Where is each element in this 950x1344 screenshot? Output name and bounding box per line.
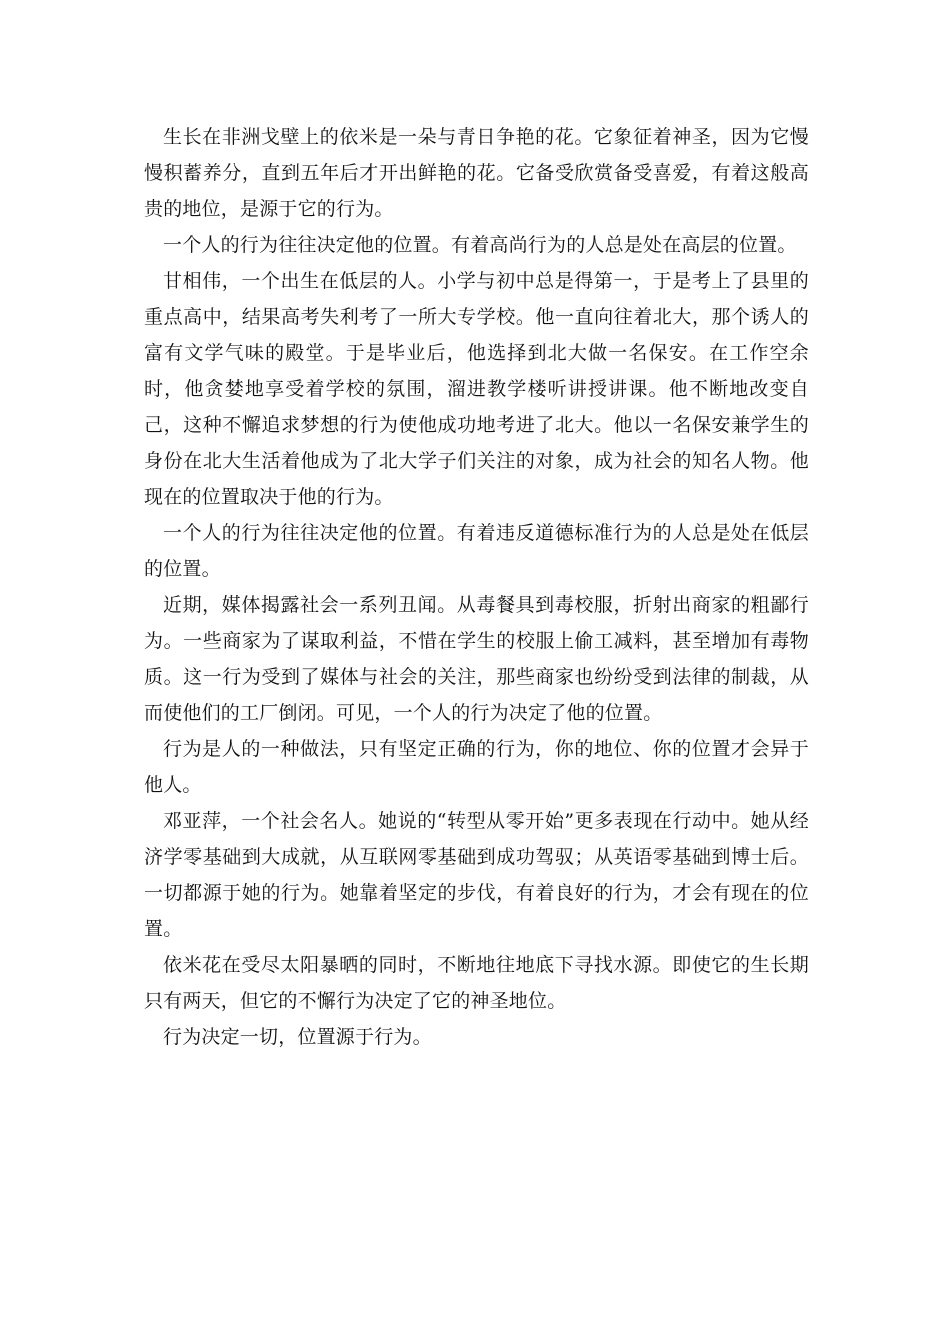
- paragraph-7: 邓亚萍，一个社会名人。她说的“转型从零开始”更多表现在行动中。她从经济学零基础到大成就，从互联网零基础到成功驾驭；从英语零基础到博士后。一切都源于她的行为。她靠着坚定的步伐，有着良好的行为，才会有现在的位置。: [144, 810, 809, 940]
- paragraph-5: 近期，媒体揭露社会一系列丑闻。从毒餐具到毒校服，折射出商家的粗鄙行为。一些商家为了谋取利益，不惜在学生的校服上偷工减料，甚至增加有毒物质。这一行为受到了媒体与社会的关注，那些商家也纷纷受到法律的制裁，从而使他们的工厂倒闭。可见，一个人的行为决定了他的位置。: [144, 594, 809, 724]
- paragraph-3: 甘相伟，一个出生在低层的人。小学与初中总是得第一，于是考上了县里的重点高中，结果高考失利考了一所大专学校。他一直向往着北大，那个诱人的富有文学气味的殿堂。于是毕业后，他选择到北大做一名保安。在工作空余时，他贪婪地享受着学校的氛围，溜进教学楼听讲授讲课。他不断地改变自己，这种不懈追求梦想的行为使他成功地考进了北大。他以一名保安兼学生的身份在北大生活着他成为了北大学子们关注的对象，成为社会的知名人物。他现在的位置取决于他的行为。: [144, 270, 809, 508]
- paragraph-9: 行为决定一切，位置源于行为。: [163, 1026, 432, 1048]
- document-body: [144, 119, 809, 1055]
- paragraph-4: 一个人的行为往往决定他的位置。有着违反道德标准行为的人总是处在低层的位置。: [144, 522, 809, 580]
- paragraph-1: 生长在非洲戈壁上的依米是一朵与青日争艳的花。它象征着神圣，因为它慢慢积蓄养分，直到五年后才开出鲜艳的花。它备受欣赏备受喜爱，有着这般高贵的地位，是源于它的行为。: [144, 126, 809, 220]
- paragraph-8: 依米花在受尽太阳暴晒的同时，不断地往地底下寻找水源。即使它的生长期只有两天，但它的不懈行为决定了它的神圣地位。: [144, 954, 809, 1012]
- paragraph-6: 行为是人的一种做法，只有坚定正确的行为，你的地位、你的位置才会异于他人。: [144, 738, 809, 796]
- paragraph-2: 一个人的行为往往决定他的位置。有着高尚行为的人总是处在高层的位置。: [163, 234, 797, 256]
